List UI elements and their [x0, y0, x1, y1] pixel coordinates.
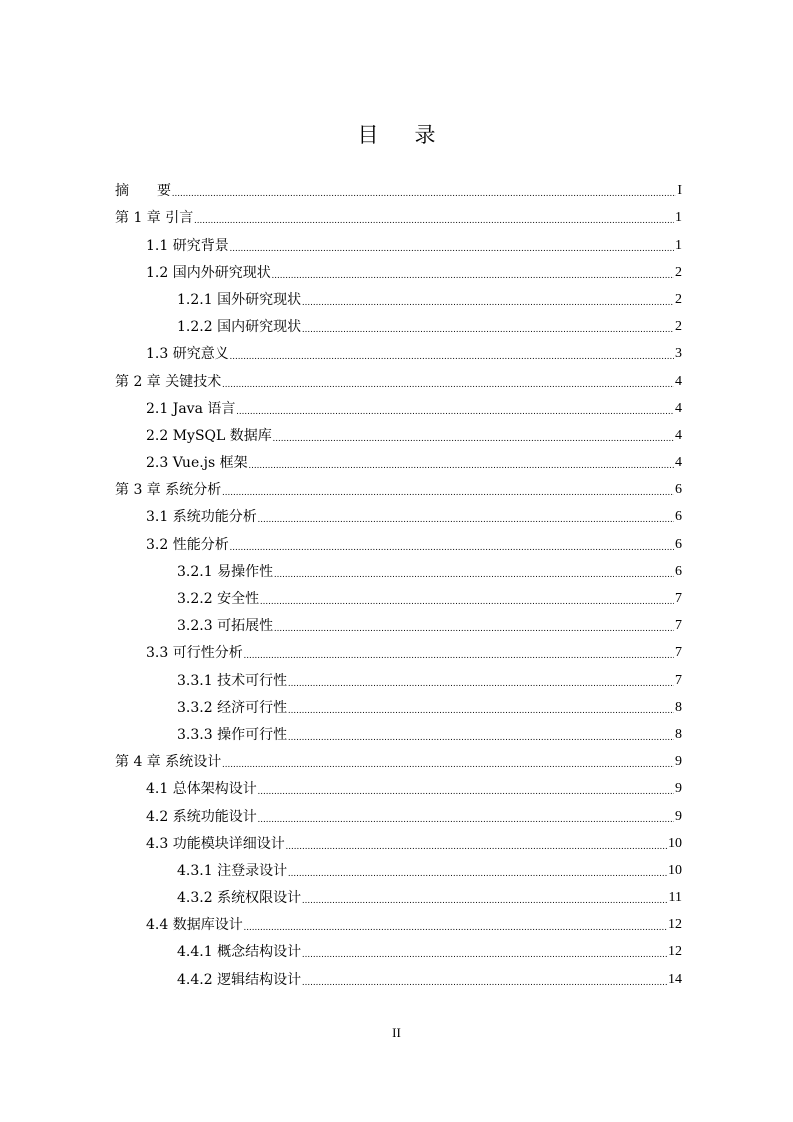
toc-leader-dots [258, 515, 674, 524]
toc-entry[interactable] [115, 444, 682, 471]
toc-leader-dots [288, 706, 674, 715]
toc-entry[interactable] [115, 525, 682, 552]
toc-entry-label: 3.1 系统功能分析 [146, 509, 257, 526]
toc-leader-dots [274, 570, 674, 579]
toc-entry-page: 9 [675, 808, 682, 824]
toc-leader-dots [302, 896, 667, 905]
toc-entry-label: 第 1 章 引言 [115, 210, 194, 227]
toc-entry[interactable] [115, 825, 682, 852]
toc-leader-dots [230, 352, 674, 361]
toc-entry[interactable] [115, 281, 682, 308]
toc-entry[interactable] [115, 661, 682, 688]
toc-entry-page: 6 [675, 482, 682, 498]
toc-entry[interactable] [115, 335, 682, 362]
toc-entry-label: 3.2.1 易操作性 [177, 563, 274, 580]
toc-entry[interactable] [115, 226, 682, 253]
toc-entry-page: 1 [675, 237, 682, 253]
toc-entry-label: 4.2 系统功能设计 [146, 808, 257, 825]
toc-entry[interactable] [115, 607, 682, 634]
toc-entry-page: 7 [675, 618, 682, 634]
toc-entry[interactable] [115, 199, 682, 226]
toc-entry-page: 8 [675, 726, 682, 742]
toc-entry-page: 4 [675, 373, 682, 389]
toc-entry-label: 4.3 功能模块详细设计 [146, 835, 285, 852]
toc-entry-label: 3.3.1 技术可行性 [177, 672, 288, 689]
toc-entry[interactable] [115, 308, 682, 335]
toc-leader-dots [302, 325, 674, 334]
toc-entry-page: 4 [675, 455, 682, 471]
toc-leader-dots [288, 679, 674, 688]
toc-entry-page: 3 [675, 346, 682, 362]
toc-entry-page: 9 [675, 754, 682, 770]
toc-entry-page: 6 [675, 509, 682, 525]
toc-entry[interactable] [115, 716, 682, 743]
toc-entry-label: 第 4 章 系统设计 [115, 754, 222, 771]
toc-entry-label: 3.3.3 操作可行性 [177, 726, 288, 743]
toc-entry-page: 4 [675, 427, 682, 443]
toc-entry-label: 2.2 MySQL 数据库 [146, 427, 272, 444]
toc-leader-dots [288, 733, 674, 742]
toc-leader-dots [194, 216, 674, 225]
toc-entry-label: 摘 要 [115, 183, 171, 200]
toc-entry-label: 4.1 总体架构设计 [146, 781, 257, 798]
toc-entry-label: 4.4.1 概念结构设计 [177, 944, 302, 961]
toc-entry-label: 2.3 Vue.js 框架 [146, 455, 248, 472]
toc-entry[interactable] [115, 254, 682, 281]
toc-entry[interactable] [115, 933, 682, 960]
toc-leader-dots [273, 434, 674, 443]
page-title: 目录 [357, 123, 472, 147]
toc-entry-label: 第 2 章 关键技术 [115, 373, 222, 390]
toc-entry[interactable] [115, 906, 682, 933]
toc-leader-dots [288, 869, 667, 878]
toc-entry-page: 6 [675, 563, 682, 579]
toc-entry[interactable] [115, 417, 682, 444]
toc-entry[interactable] [115, 580, 682, 607]
toc-entry-label: 1.3 研究意义 [146, 346, 229, 363]
toc-entry-label: 1.2.1 国外研究现状 [177, 291, 302, 308]
toc-entry-label: 1.2.2 国内研究现状 [177, 319, 302, 336]
toc-leader-dots [302, 950, 667, 959]
toc-entry[interactable] [115, 743, 682, 770]
toc-leader-dots [274, 624, 674, 633]
toc-entry[interactable] [115, 390, 682, 417]
toc-leader-dots [302, 978, 667, 987]
toc-leader-dots [230, 543, 674, 552]
toc-entry[interactable] [115, 879, 682, 906]
toc-entry-page: 2 [675, 291, 682, 307]
toc-leader-dots [222, 488, 674, 497]
toc-entry[interactable] [115, 362, 682, 389]
toc-entry-page: 9 [675, 781, 682, 797]
toc-entry-page: 10 [668, 862, 682, 878]
toc-entry-page: 1 [675, 210, 682, 226]
toc-leader-dots [302, 298, 674, 307]
toc-entry-label: 1.1 研究背景 [146, 237, 229, 254]
toc-leader-dots [244, 651, 674, 660]
toc-leader-dots [272, 271, 674, 280]
toc-entry-page: 11 [668, 890, 682, 906]
toc-entry[interactable] [115, 797, 682, 824]
toc-entry-label: 3.2.3 可拓展性 [177, 618, 274, 635]
toc-entry-page: I [677, 183, 682, 199]
table-of-contents [115, 172, 682, 988]
toc-entry-page: 8 [675, 699, 682, 715]
footer-page-number: II [392, 1025, 401, 1040]
toc-entry[interactable] [115, 498, 682, 525]
toc-leader-dots [286, 842, 667, 851]
toc-entry-label: 4.4.2 逻辑结构设计 [177, 971, 302, 988]
toc-entry-page: 12 [668, 917, 682, 933]
toc-entry-label: 第 3 章 系统分析 [115, 482, 222, 499]
toc-entry[interactable] [115, 553, 682, 580]
toc-entry-label: 4.3.1 注登录设计 [177, 862, 288, 879]
toc-leader-dots [258, 787, 674, 796]
toc-entry[interactable] [115, 852, 682, 879]
toc-entry-label: 4.4 数据库设计 [146, 917, 243, 934]
toc-entry-label: 3.3.2 经济可行性 [177, 699, 288, 716]
toc-entry-page: 14 [668, 971, 682, 987]
toc-leader-dots [222, 380, 674, 389]
toc-entry-label: 2.1 Java 语言 [146, 400, 236, 417]
toc-entry-page: 7 [675, 591, 682, 606]
toc-leader-dots [172, 189, 676, 198]
toc-entry[interactable] [115, 689, 682, 716]
toc-entry-page: 10 [668, 835, 682, 851]
toc-leader-dots [230, 244, 674, 253]
toc-entry-page: 7 [675, 672, 682, 688]
toc-entry[interactable] [115, 960, 682, 987]
toc-entry[interactable] [115, 172, 682, 199]
toc-leader-dots [249, 461, 674, 470]
toc-leader-dots [258, 815, 674, 824]
toc-entry[interactable] [115, 770, 682, 797]
toc-entry-page: 4 [675, 400, 682, 416]
toc-entry-label: 1.2 国内外研究现状 [146, 264, 271, 281]
toc-entry-page: 7 [675, 645, 682, 661]
toc-entry[interactable] [115, 471, 682, 498]
toc-entry-label: 3.2 性能分析 [146, 536, 229, 553]
toc-leader-dots [260, 597, 674, 606]
toc-entry-page: 12 [668, 944, 682, 960]
toc-leader-dots [244, 923, 667, 932]
toc-entry-label: 3.3 可行性分析 [146, 645, 243, 662]
toc-entry-page: 2 [675, 319, 682, 335]
toc-entry-page: 2 [675, 264, 682, 280]
toc-entry[interactable] [115, 634, 682, 661]
toc-entry-page: 6 [675, 536, 682, 552]
toc-leader-dots [222, 760, 674, 769]
toc-leader-dots [236, 407, 674, 416]
toc-entry-label: 4.3.2 系统权限设计 [177, 890, 302, 907]
toc-entry-label: 3.2.2 安全性 [177, 591, 260, 607]
